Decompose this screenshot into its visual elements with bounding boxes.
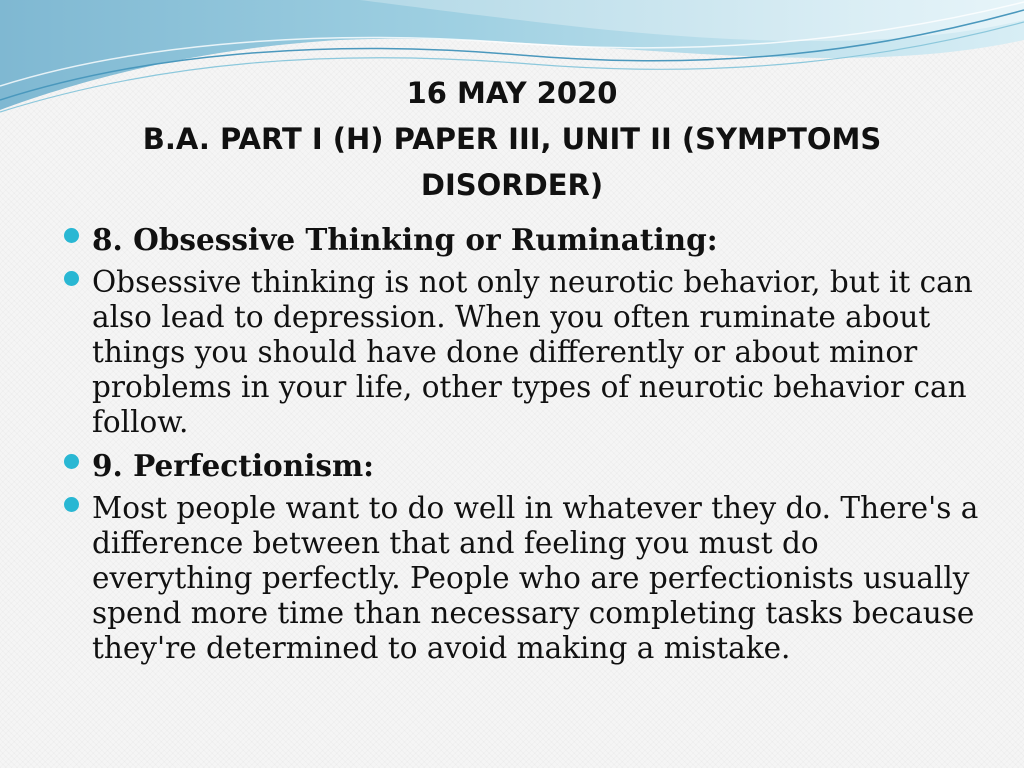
bullet-item <box>62 448 982 483</box>
bullet-dot-icon <box>64 228 79 243</box>
title-date: 16 MAY 2020 <box>406 76 618 110</box>
bullet-text: 9. Perfectionism: <box>92 448 375 483</box>
bullet-list <box>62 222 982 674</box>
bullet-dot-icon <box>64 497 79 512</box>
bullet-text: 8. Obsessive Thinking or Ruminating: <box>92 222 718 257</box>
bullet-item <box>62 222 982 257</box>
bullet-dot-icon <box>64 271 79 286</box>
slide-title <box>100 70 924 208</box>
bullet-item <box>62 265 982 440</box>
title-topic: DISORDER) <box>420 168 604 202</box>
bullet-text: Obsessive thinking is not only neurotic behavior, but it can also lead to depression. When you often ruminate about things you should have done differently or about minor problems in your life, other types of neurotic behavior can follow. <box>92 265 973 439</box>
bullet-item <box>62 491 982 666</box>
bullet-text: Most people want to do well in whatever they do. There's a difference between that and feeling you must do everything perfectly. People who are perfectionists usually spend more time than necessary completing tasks because they're determined to avoid making a mistake. <box>92 491 979 665</box>
bullet-dot-icon <box>64 454 79 469</box>
title-course: B.A. PART I (H) PAPER III, UNIT II (SYMPTOMS <box>142 122 882 156</box>
